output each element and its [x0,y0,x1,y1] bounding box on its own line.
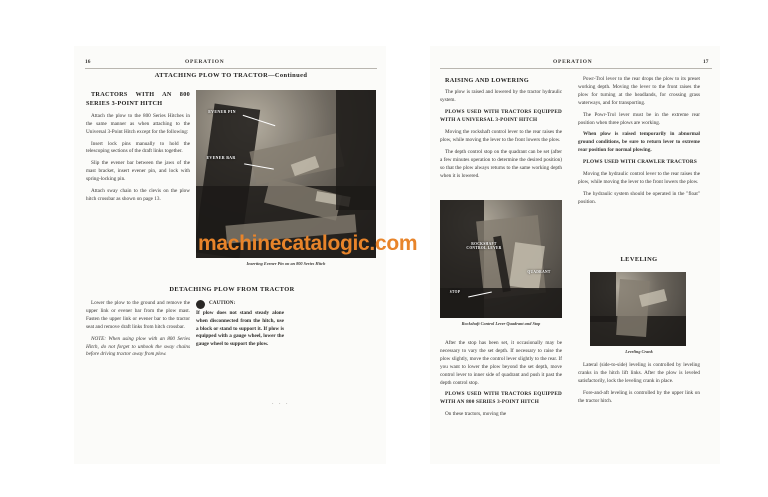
right-col-2 [578,76,700,211]
heading-detaching-plow: DETACHING PLOW FROM TRACTOR [169,286,295,293]
right-page-number: 17 [703,59,709,65]
para-l1-3: Slip the evener bar between the jaws of the mast bracket, insert evener pin, and lock with spring-locking pin. [86,160,190,183]
para-r2-1: Powr-Trol lever to the rear drops the plow to its preset working depth. Moving the lever to the front raises the plow for turning at the headlands, for crossing grass waterways, and for transporting. [578,76,700,106]
photo3-left-dark [590,272,616,322]
right-header-rule [440,68,712,69]
left-col-detaching-1 [86,300,190,363]
figure-rockshaft-quadrant [440,200,562,318]
heading-leveling: LEVELING [620,256,658,263]
photo2-label-rockshaft-control-lever: ROCKSHAFT CONTROL LEVER [466,242,502,251]
para-r2-2: The Powr-Trol lever must be in the extreme rear position when three plows are working. [578,111,700,126]
left-running-head: OPERATION [185,59,225,65]
left-page-number: 16 [85,59,91,65]
figure3-caption: Leveling Crank [625,349,653,354]
photo2-label-quadrant: QUADRANT [527,270,551,274]
heading-800-series: TRACTORS WITH AN 800 SERIES 3-POINT HITCH [86,91,190,108]
caution-bullet-icon [196,300,205,309]
photo-label-evener-bar: EVENER BAR [206,155,236,160]
para-detach-note: NOTE: When using plow with an 800 Series Hitch, do not forget to unhook the sway chains before driving tractor away from plow. [86,335,190,358]
figure-leveling-crank [590,272,686,346]
figure2-caption: Rockshaft Control Lever Quadrant and Stop [461,321,541,326]
photo-label-evener-pin: EVENER PIN [208,109,236,114]
watermark-text: machinecatalogic.com [198,232,418,255]
para-r1-5: On these tractors, moving the [445,411,507,418]
para-r2-4: Moving the hydraulic control lever to the rear raises the plow, while moving the lever to the front lowers the plow. [578,171,700,185]
para-l1-2: Insert lock pins manually to hold the telescoping sections of the draft links together. [86,140,190,155]
para-r1-2: Moving the rockshaft control lever to the rear raises the plow, while moving the lever to the front lowers the plow. [440,129,562,143]
left-section-title: ATTACHING PLOW TO TRACTOR—Continued [154,72,308,79]
right-col-1-cont [440,340,562,423]
photo3-lift-link [616,279,650,337]
right-col-1 [440,76,562,184]
para-r1-1: The plow is raised and lowered by the tractor hydraulic system. [440,89,562,104]
para-l1-1: Attach the plow to the 800 Series Hitches in the same manner as when attaching to the Universal 3-Point Hitch except for the following: [86,112,190,135]
photo2-quadrant-plate [509,242,545,290]
para-r2-6: Lateral (side-to-side) leveling is controlled by leveling cranks in the hitch lift links. After the plow is leveled satisfactorily, lock the leveling crank in place. [578,362,700,384]
heading-800-series-right: PLOWS USED WITH TRACTORS EQUIPPED WITH AN 800 SERIES 3-POINT HITCH [440,391,562,406]
heading-crawler-tractors: PLOWS USED WITH CRAWLER TRACTORS [583,159,697,166]
photo2-label-stop: STOP [449,290,461,294]
para-r1-3: The depth control stop on the quadrant can be set (after a few minutes operation to determine the desired position) so that the plow always returns to the same working depth when it is lowered. [440,148,562,179]
caution-text: If plow does not stand steady alone when disconnected from the hitch, use a block or stand to support it. If plow is equipped with a gauge wheel, lower the gauge wheel to support the plow. [196,310,284,348]
figure1-caption: Inserting Evener Pin on an 800 Series Hitch [246,261,326,266]
heading-raising-lowering: RAISING AND LOWERING [445,77,530,84]
para-l1-4: Attach sway chain to the clevis on the plow hitch crossbar as shown on page 13. [86,188,190,202]
right-running-head: OPERATION [553,59,593,65]
caution-label: CAUTION: [209,300,236,306]
para-r2-5: The hydraulic system should be operated in the "float" position. [578,190,700,205]
para-r2-7: Fore-and-aft leveling is controlled by the upper link on the tractor hitch. [578,389,700,404]
left-page-dots: . . . [272,400,290,406]
right-col-2-cont [578,362,700,410]
para-detach-1: Lower the plow to the ground and remove the upper link or evener bar from the plow mast. Fasten the upper link or evener bar to the tractor seat and remove draft links from hitch crossbar. [86,300,190,330]
left-header-rule [85,68,377,69]
photo-right-dark [336,90,376,210]
para-r1-4: After the stop has been set, it occasionally may be necessary to vary the set depth. If necessary to raise the plow slightly, move the control lever slightly to the rear. If you want to lower the plow beyond the set depth, move control lever to inner side of quadrant and push it past the depth control stop. [440,340,562,386]
heading-universal-hitch: PLOWS USED WITH TRACTORS EQUIPPED WITH A UNIVERSAL 3-POINT HITCH [440,109,562,124]
para-r2-3: When plow is raised temporarily in abnormal ground conditions, be sure to return lever to extreme rear position for normal plowing. [578,131,700,154]
left-col-1 [86,90,190,208]
